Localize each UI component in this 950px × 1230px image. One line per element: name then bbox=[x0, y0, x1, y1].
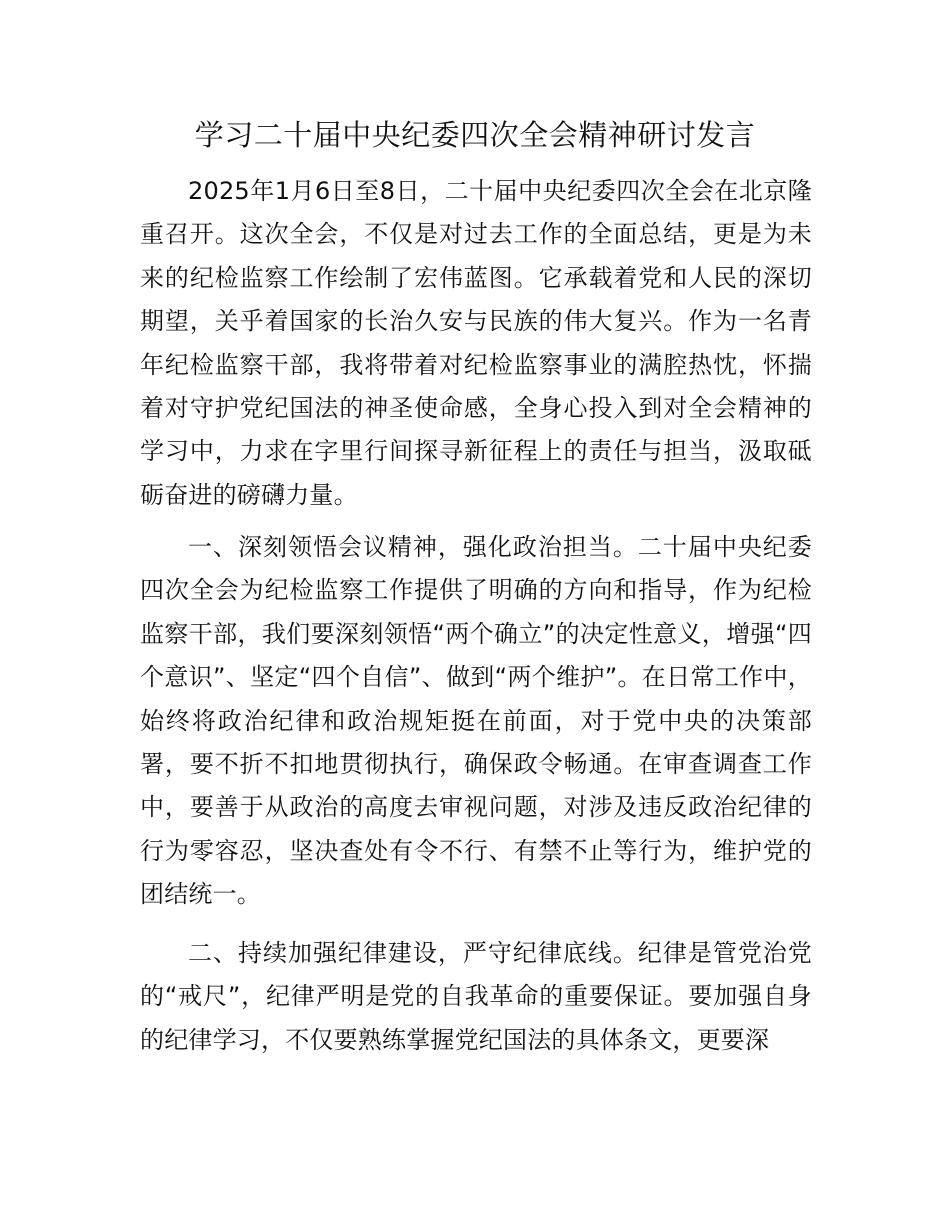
paragraph-intro: 2025年1月6日至8日，二十届中央纪委四次全会在北京隆重召开。这次全会，不仅是对过去工作的全面总结，更是为未来的纪检监察工作绘制了宏伟蓝图。它承载着党和人民的深切期望，关乎着国家的长治久安与民族的伟大复兴。作为一名青年纪检监察干部，我将带着对纪检监察事业的满腔热忱，怀揣着对守护党纪国法的神圣使命感，全身心投入到对全会精神的学习中，力求在字里行间探寻新征程上的责任与担当，汲取砥砺奋进的磅礴力量。 bbox=[140, 177, 812, 509]
document-title: 学习二十届中央纪委四次全会精神研讨发言 bbox=[194, 118, 756, 152]
paragraph-section-one: 一、深刻领悟会议精神，强化政治担当。二十届中央纪委四次全会为纪检监察工作提供了明确的方向和指导，作为纪检监察干部，我们要深刻领悟“两个确立”的决定性意义，增强“四个意识”、坚定“四个自信”、做到“两个维护”。在日常工作中，始终将政治纪律和政治规矩挺在前面，对于党中央的决策部署，要不折不扣地贯彻执行，确保政令畅通。在审查调查工作中，要善于从政治的高度去审视问题，对涉及违反政治纪律的行为零容忍，坚决查处有令不行、有禁不止等行为，维护党的团结统一。 bbox=[140, 533, 812, 909]
paragraph-section-two: 二、持续加强纪律建设，严守纪律底线。纪律是管党治党的“戒尺”，纪律严明是党的自我革命的重要保证。要加强自身的纪律学习，不仅要熟练掌握党纪国法的具体条文，更要深 bbox=[140, 939, 812, 1054]
